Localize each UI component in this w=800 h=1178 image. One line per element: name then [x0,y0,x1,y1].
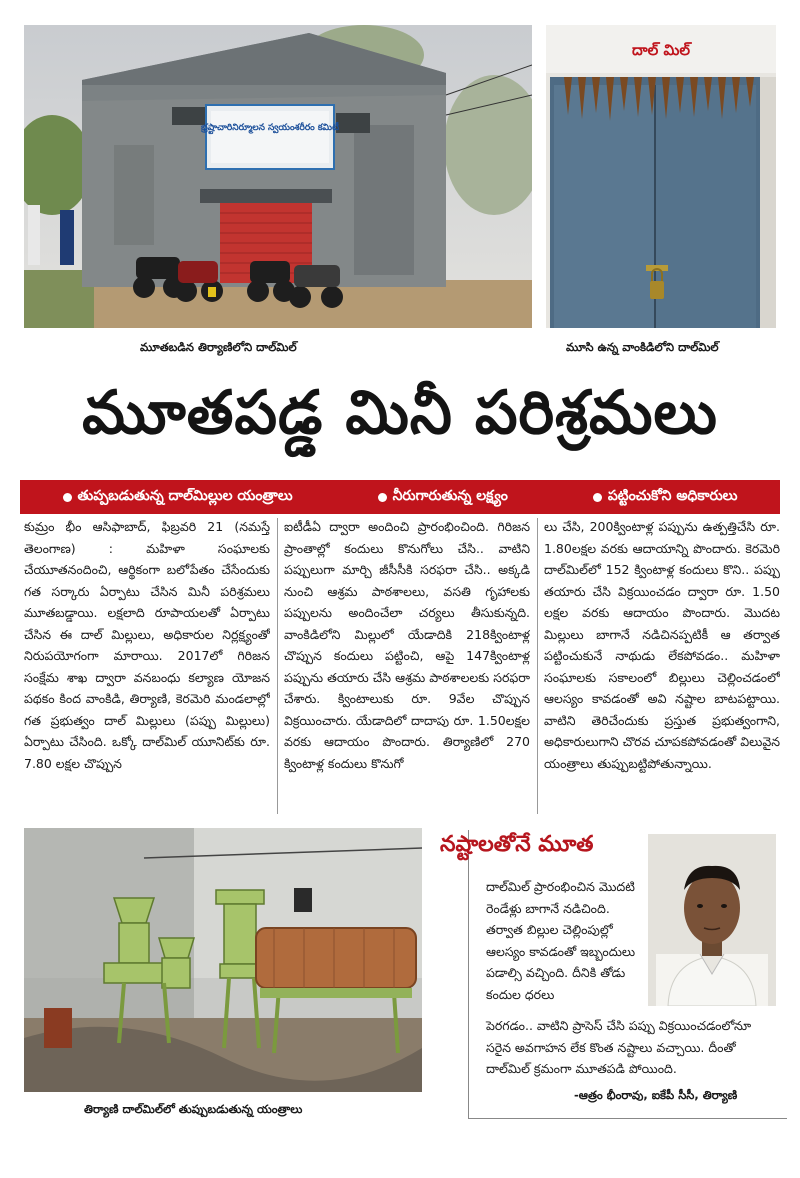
subheading-bullet-bar [20,480,780,514]
caption-bottom-left: తిర్యాణి దాల్‌మిల్‌లో తుప్పుబడుతున్న యంత్రాలు [84,1102,303,1116]
headline: మూతపడ్డ మినీ పరిశ్రమలు [82,378,718,448]
sidebar-title: నష్టాలతోనే మూత [440,832,594,857]
article-col1-text: కుమ్రం భీం ఆసిఫాబాద్, ఫిబ్రవరి 21 (నమస్తే తెలంగాణ) : మహిళా సంఘాలకు చేయూతనందించి, ఆర్థికంగా బలోపేతం చేసేందుకు గత సర్కారు ఏర్పాటు చేసిన మినీ పరిశ్రమలు మూతబడ్డాయి. లక్షలాది రూపాయలతో ఏర్పాటు చేసిన ఈ దాల్ మిల్లులు, అధికారుల నిర్లక్ష్యంతో నిరుపయోగంగా మారాయి. 2017లో గిరిజన సంక్షేమ శాఖ ద్వారా వనబంధు కల్యాణ యోజన పథకం కింద వాంకిడి, తిర్యాణి, కెరమెరి మండలాల్లో గత ప్రభుత్వం దాల్ మిల్లులు (పప్పు మిల్లులు) ఏర్పాటు చేసింది. ఒక్కో దాల్‌మిల్ యూనిట్‌కు రూ. 7.80 లక్షల చొప్పున [24,519,270,771]
bullet-text-2: నీరుగారుతున్న లక్ష్యం [392,487,508,504]
person-portrait [648,834,776,1006]
article-column-2 [284,516,530,816]
sidebar-credit: -ఆత్రం భీంరావు, ఐకేపీ సీసీ, తిర్యాణి [574,1088,738,1102]
bullet-text-3: పట్టించుకోని అధికారులు [607,487,738,504]
sidebar-quote-bottom: పెరగడం.. వాటిని ప్రాసెస్ చేసి పప్పు విక్రయించడంలోనూ సరైన అవగాహన లేక కొంత నష్టాలు వచ్చాయి. దీంతో దాల్‌మిల్ క్రమంగా మూతపడి పోయింది. [486,1018,752,1076]
bullet-item-3 [593,488,738,507]
door-sign-text: దాల్ మిల్ [632,41,690,59]
photo-locked-dal-mill-wankidi [546,25,776,328]
bullet-dot-icon [378,493,387,502]
column-divider [277,518,278,814]
sidebar-quote-top: దాల్‌మిల్ ప్రారంభించిన మొదటి రెండేళ్లు బాగానే నడిచింది. తర్వాత బిల్లుల చెల్లింపుల్లో ఆలస్యం కావడంతో ఇబ్బందులు పడాల్సి వచ్చింది. దీనికి తోడు కందుల ధరలు [486,879,636,1002]
article-col2-text: ఐటీడీఏ ద్వారా అందించి ప్రారంభించింది. గిరిజన ప్రాంతాల్లో కందులు కొనుగోలు చేసి.. వాటిని పప్పులుగా మార్చి జీసీసీకి సరఫరా చేసి.. అక్కడి నుంచి ఆశ్రమ పాఠశాలలు, వసతి గృహాలకు పప్పులను అందించేలా చర్యలు తీసుకున్నది. వాంకిడిలోని మిల్లులో యేడాదికి 218క్వింటాళ్ల చొప్పున కందులు పట్టించి, ఆపై 147క్వింటాళ్ల పప్పును తయారు చేసి ఆశ్రమ పాఠశాలలకు సరఫరా చేశారు. క్వింటాలుకు రూ. 9వేల చొప్పున విక్రయించారు. యేడాదిలో దాదాపు రూ. 1.50లక్షల వరకు ఆదాయం పొందారు. తిర్యాణిలో 270 క్వింటాళ్ల కందులు కొనుగో [284,519,530,771]
bullet-dot-icon [63,493,72,502]
caption-top-right: మూసి ఉన్న వాంకిడిలోని దాల్‌మిల్ [566,340,719,354]
building-sign-text: భ్రష్టాచారినిర్మూలన స్వయంశరీరం కమిటీ [200,123,340,133]
machines-illustration [24,828,422,1092]
photo-closed-dal-mill-tiryani [24,25,532,328]
building-illustration [24,25,532,328]
article-column-1 [24,516,270,816]
article-col3-text: లు చేసి, 200క్వింటాళ్ల పప్పును ఉత్పత్తిచేసి రూ. 1.80లక్షల వరకు ఆదాయాన్ని పొందారు. కెరమెరి దాల్‌మిల్‌లో 152 క్వింటాళ్ల కందులు కొని.. పప్పు తయారు చేసి విక్రయించడం ద్వారా రూ. 1.50 లక్షల వరకు ఆదాయం పొందారు. మొదట మిల్లులు బాగానే నడిచినప్పటికీ ఆ తర్వాత పట్టించుకునే నాథుడు లేకపోవడం.. మహిళా సంఘాలకు సకాలంలో బిల్లులు చెల్లించడంలో ఆలస్యం కావడంతో అవి నష్టాల బాటపట్టాయి. వాటిని తెరిచేందుకు ప్రస్తుత ప్రభుత్వంగాని, అధికారులుగాని చొరవ చూపకపోవడంతో విలువైన యంత్రాలు తుప్పుబట్టిపోతున్నాయి. [544,519,780,771]
article-column-3 [544,516,780,816]
bullet-item-1 [63,488,293,507]
bullet-text-1: తుప్పబడుతున్న దాల్‌మిల్లుల యంత్రాలు [77,487,293,504]
door-illustration [546,25,776,328]
portrait-photo [648,834,776,1006]
photo-rusting-machines [24,828,422,1092]
bullet-item-2 [378,488,508,507]
bullet-dot-icon [593,493,602,502]
column-divider [537,518,538,814]
caption-top-left: మూతబడిన తిర్యాణిలోని దాల్‌మిల్ [140,340,297,354]
